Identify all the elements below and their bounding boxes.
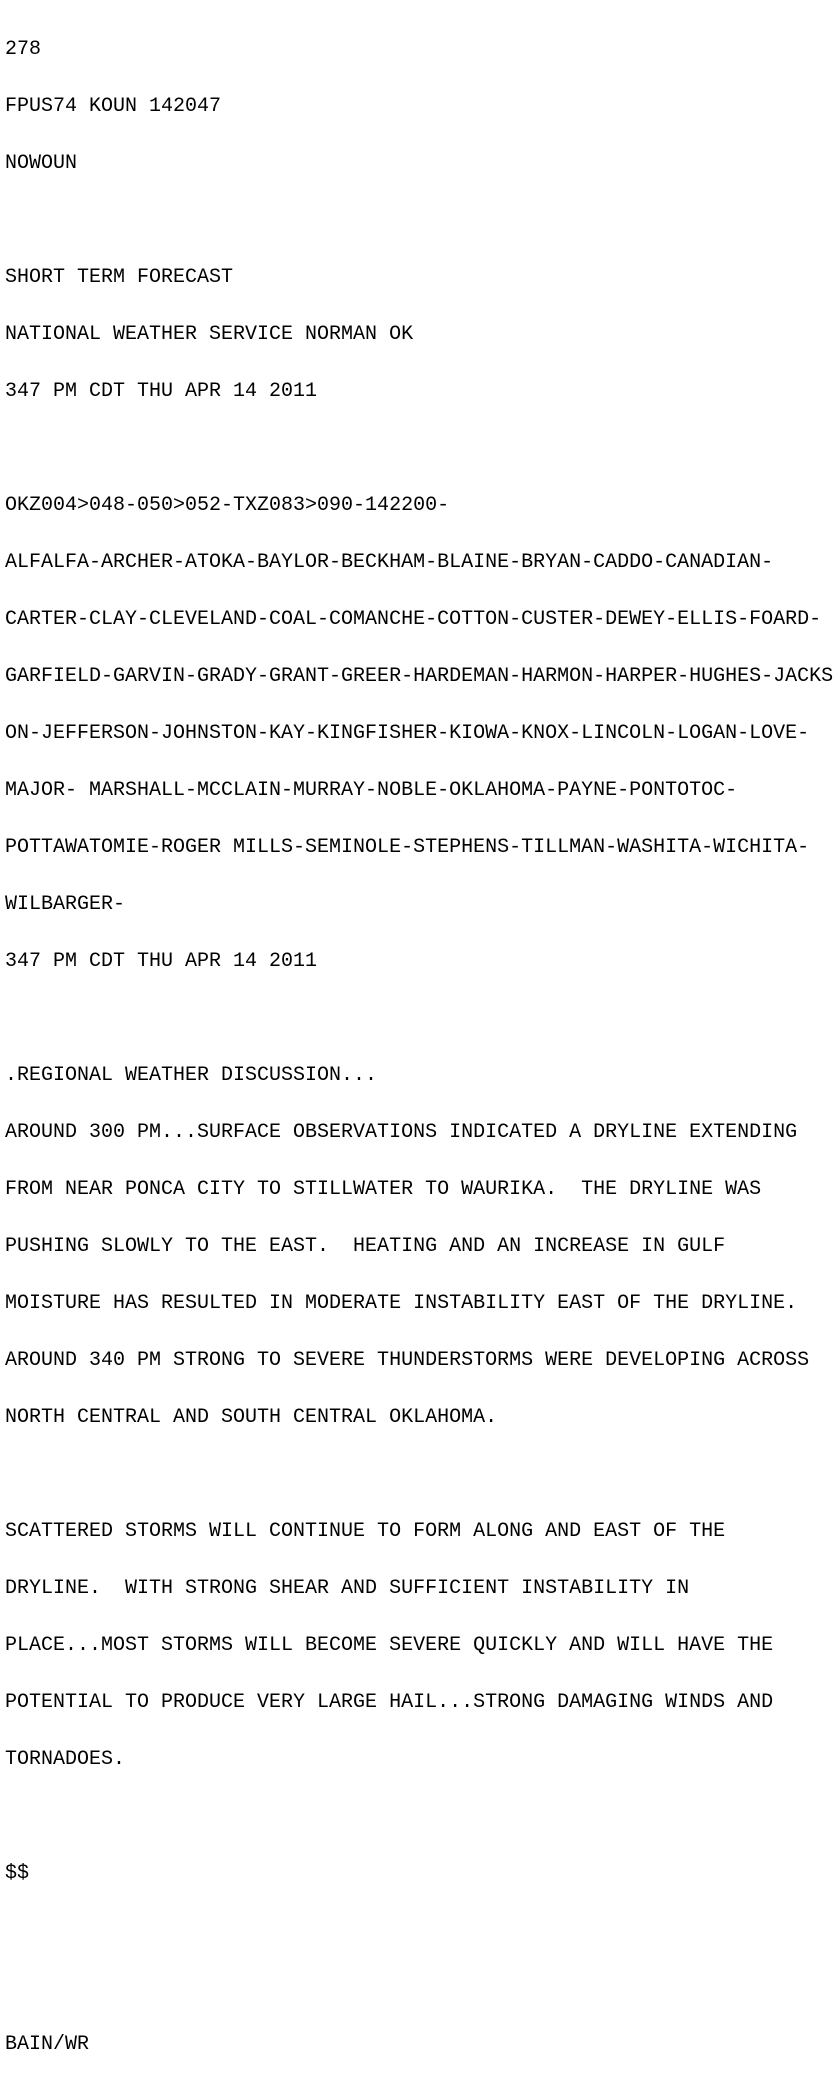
county-list-line: CARTER-CLAY-CLEVELAND-COAL-COMANCHE-COTTON-CUSTER-DEWEY-ELLIS-FOARD- [5, 608, 822, 631]
product-id-number: 278 [5, 38, 42, 61]
county-list-line: ALFALFA-ARCHER-ATOKA-BAYLOR-BECKHAM-BLAINE-BRYAN-CADDO-CANADIAN- [5, 551, 774, 574]
discussion-line: AROUND 300 PM...SURFACE OBSERVATIONS INDICATED A DRYLINE EXTENDING [5, 1121, 798, 1144]
county-list-line: ON-JEFFERSON-JOHNSTON-KAY-KINGFISHER-KIOWA-KNOX-LINCOLN-LOGAN-LOVE- [5, 722, 810, 745]
forecast-text-document [5, 2, 833, 2073]
discussion-line: TORNADOES. [5, 1748, 126, 1771]
discussion-line: AROUND 340 PM STRONG TO SEVERE THUNDERSTORMS WERE DEVELOPING ACROSS [5, 1349, 810, 1372]
discussion-line: PUSHING SLOWLY TO THE EAST. HEATING AND AN INCREASE IN GULF [5, 1235, 726, 1258]
discussion-line: DRYLINE. WITH STRONG SHEAR AND SUFFICIENT INSTABILITY IN [5, 1577, 690, 1600]
blank-line [5, 1807, 833, 1826]
discussion-line: NORTH CENTRAL AND SOUTH CENTRAL OKLAHOMA. [5, 1406, 498, 1429]
county-list-line: WILBARGER- [5, 893, 126, 916]
wmo-header: FPUS74 KOUN 142047 [5, 95, 222, 118]
county-list-line: GARFIELD-GARVIN-GRADY-GRANT-GREER-HARDEMAN-HARMON-HARPER-HUGHES-JACKS [5, 665, 834, 688]
discussion-line: POTENTIAL TO PRODUCE VERY LARGE HAIL...STRONG DAMAGING WINDS AND [5, 1691, 774, 1714]
discussion-line: PLACE...MOST STORMS WILL BECOME SEVERE QUICKLY AND WILL HAVE THE [5, 1634, 774, 1657]
discussion-line: FROM NEAR PONCA CITY TO STILLWATER TO WAURIKA. THE DRYLINE WAS [5, 1178, 762, 1201]
blank-line [5, 439, 833, 458]
discussion-line: SCATTERED STORMS WILL CONTINUE TO FORM ALONG AND EAST OF THE [5, 1520, 726, 1543]
issue-time: 347 PM CDT THU APR 14 2011 [5, 380, 318, 403]
forecaster-signature: BAIN/WR [5, 2033, 90, 2056]
blank-line [5, 211, 833, 230]
county-list-line: MAJOR- MARSHALL-MCCLAIN-MURRAY-NOBLE-OKLAHOMA-PAYNE-PONTOTOC- [5, 779, 738, 802]
awips-id: NOWOUN [5, 152, 78, 175]
blank-line [5, 1978, 833, 1997]
discussion-line: MOISTURE HAS RESULTED IN MODERATE INSTABILITY EAST OF THE DRYLINE. [5, 1292, 798, 1315]
issuing-office: NATIONAL WEATHER SERVICE NORMAN OK [5, 323, 414, 346]
segment-terminator: $$ [5, 1862, 30, 1885]
county-list-line: POTTAWATOMIE-ROGER MILLS-SEMINOLE-STEPHENS-TILLMAN-WASHITA-WICHITA- [5, 836, 810, 859]
blank-line [5, 1921, 833, 1940]
product-title: SHORT TERM FORECAST [5, 266, 234, 289]
section-heading: .REGIONAL WEATHER DISCUSSION... [5, 1064, 378, 1087]
blank-line [5, 1009, 833, 1028]
segment-issue-time: 347 PM CDT THU APR 14 2011 [5, 950, 318, 973]
zone-codes: OKZ004>048-050>052-TXZ083>090-142200- [5, 494, 450, 517]
blank-line [5, 1465, 833, 1484]
